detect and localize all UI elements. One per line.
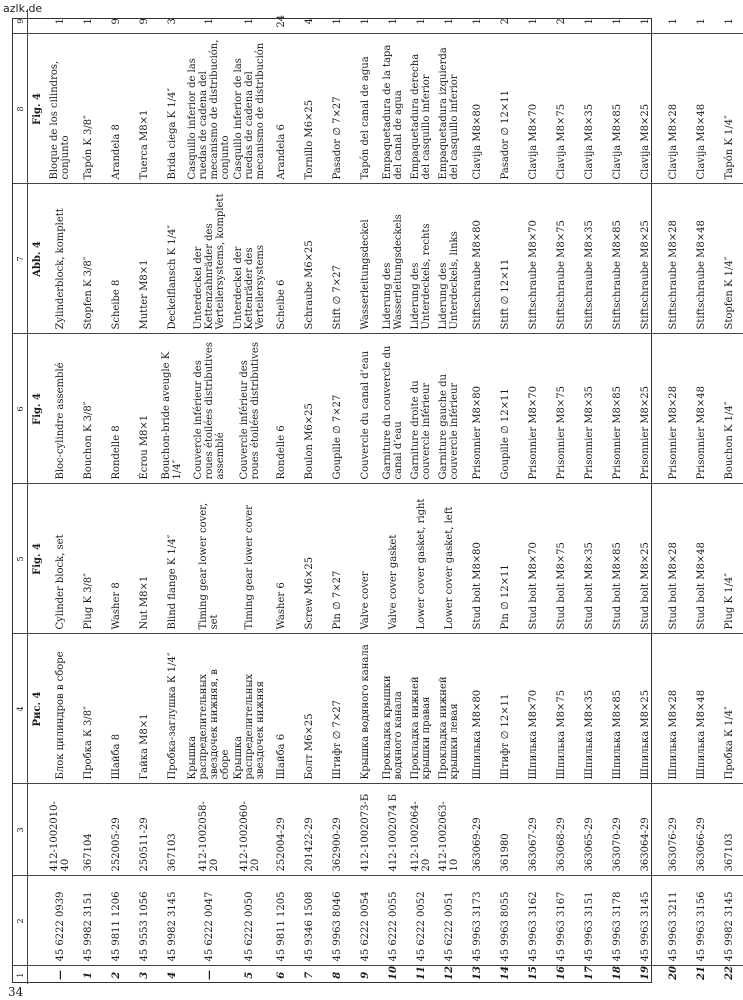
column-number-row [13,9,28,984]
part-number-cell: 201422-29 [295,784,323,876]
name-es-cell: Arandela 6 [267,34,295,184]
name-ru-cell: Прокладка нижней крышки левая [435,634,463,784]
name-en-cell: Valve cover gasket [379,484,407,634]
catalog-code-cell: 45 9963 3156 [687,876,715,966]
table-row [102,9,130,984]
name-en-cell: Stud bolt M8×85 [603,484,631,634]
name-es-cell: Clavija M8×85 [603,34,631,184]
name-de-cell: Stiftschraube M8×28 [659,184,687,334]
name-de-cell: Stopfen K 1/4″ [715,184,743,334]
catalog-code-cell: 45 9346 1508 [295,876,323,966]
parts-table [13,9,743,984]
position-cell: 15 [519,966,547,984]
column-number: 5 [13,484,28,634]
name-es-cell: Tapón K 3/8″ [74,34,102,184]
quantity-cell: 1 [415,18,427,25]
part-number-cell: 363069-29 [463,784,491,876]
name-en-cell: Stud bolt M8×28 [659,484,687,634]
catalog-code-cell: 45 6222 0054 [351,876,379,966]
catalog-code-cell: 45 9963 8046 [323,876,351,966]
catalog-code-cell: 45 6222 0055 [379,876,407,966]
table-row [715,9,743,984]
part-number-cell: 363070-29 [603,784,631,876]
column-number: 7 [13,184,28,334]
position-cell: 21 [687,966,715,984]
position-cell: 3 [130,966,158,984]
name-fr-cell: Prisonnier M8×70 [519,334,547,484]
catalog-code-cell: 45 9963 3178 [603,876,631,966]
figure-header-en: Fig. 4 [28,484,47,634]
part-number-cell: 412-1002073-Б [351,784,379,876]
position-cell: 19 [631,966,659,984]
part-number-cell: 363067-29 [519,784,547,876]
catalog-code-cell: 45 9963 3173 [463,876,491,966]
name-de-cell: Mutter M8×1 [130,184,158,334]
catalog-code-cell: 45 9553 1056 [130,876,158,966]
catalog-code-cell: 45 9811 1206 [102,876,130,966]
name-de-cell: Stift ∅ 12×11 [491,184,519,334]
quantity-cell: 1 [331,18,343,25]
name-de-cell: Stiftschraube M8×85 [603,184,631,334]
name-ru-cell: Шпилька М8×75 [547,634,575,784]
catalog-code-cell: 45 9963 8055 [491,876,519,966]
name-ru-cell: Шпилька М8×28 [659,634,687,784]
name-en-cell: Stud bolt M8×35 [575,484,603,634]
name-de-cell: Deckelflansch K 1/4″ [158,184,186,334]
column-number: 6 [13,334,28,484]
table-row [407,9,435,984]
table-row [687,9,715,984]
name-de-cell: Liderung des Unterdeckels, rechts [407,184,435,334]
figure-header-de: Abb. 4 [28,184,47,334]
position-cell: 10 [379,966,407,984]
name-es-cell: Arandela 8 [102,34,130,184]
name-fr-cell: Couvercle du canal d’eau [351,334,379,484]
column-number: 1 [13,966,28,984]
figure-header-es: Fig. 4 [28,34,47,184]
position-cell: 4 [158,966,186,984]
position-cell: 17 [575,966,603,984]
name-es-cell: Pasador ∅ 7×27 [323,34,351,184]
name-en-cell: Stud bolt M8×70 [519,484,547,634]
table-row [603,9,631,984]
name-de-cell: Stiftschraube M8×25 [631,184,659,334]
name-es-cell: Pasador ∅ 12×11 [491,34,519,184]
name-ru-cell: Пробка-заглушка К 1/4″ [158,634,186,784]
catalog-code-cell: 45 6222 0939 [46,876,74,966]
name-es-cell: Empaquetadura de la tapa del canal de agua [379,34,407,184]
table-row [130,9,158,984]
name-de-cell: Scheibe 6 [267,184,295,334]
part-number-cell: 363064-29 [631,784,659,876]
name-fr-cell: Prisonnier M8×25 [631,334,659,484]
name-de-cell: Schraube M6×25 [295,184,323,334]
catalog-code-cell: 45 9963 3211 [659,876,687,966]
name-ru-cell: Крышка водяного канала [351,634,379,784]
name-fr-cell: Garniture gauche du couvercle inférieur [435,334,463,484]
name-en-cell: Plug K 3/8″ [74,484,102,634]
name-ru-cell: Шайба 6 [267,634,295,784]
quantity-cell: 2 [555,18,567,25]
name-de-cell: Wasserleitungsdeckel [351,184,379,334]
figure-header-row [28,9,47,984]
name-fr-cell: Bouchon K 3/8″ [74,334,102,484]
name-en-cell: Washer 8 [102,484,130,634]
table-row [351,9,379,984]
name-de-cell: Stiftschraube M8×48 [687,184,715,334]
part-number-cell: 367104 [74,784,102,876]
position-cell: 13 [463,966,491,984]
name-es-cell: Brida ciega K 1/4″ [158,34,186,184]
name-de-cell: Liderung des Unterdeckels, links [435,184,463,334]
name-ru-cell: Прокладка нижней крышки правая [407,634,435,784]
name-fr-cell: Goupille ∅ 7×27 [323,334,351,484]
part-number-cell: 362900-29 [323,784,351,876]
name-ru-cell: Шпилька М8×35 [575,634,603,784]
catalog-code-cell: 45 6222 0052 [407,876,435,966]
name-es-cell: Tapón K 1/4″ [715,34,743,184]
table-row [158,9,186,984]
watermark: azlk.de [3,2,43,15]
position-cell: 16 [547,966,575,984]
quantity-cell: 1 [667,18,679,25]
name-de-cell: Unterdeckel der Kettenzahnräder des Verteilersystems, komplett [186,184,232,334]
position-cell: 5 [232,966,267,984]
name-es-cell: Empaquetadura izquierda del casquillo inferior [435,34,463,184]
name-de-cell: Unterdeckel der Kettenräder des Verteilersystems [232,184,267,334]
name-en-cell: Pin ∅ 12×11 [491,484,519,634]
table-row [575,9,603,984]
quantity-cell: 1 [723,18,735,25]
table-row [547,9,575,984]
quantity-cell: 1 [611,18,623,25]
figure-header-fr: Fig. 4 [28,334,47,484]
name-ru-cell: Шайба 8 [102,634,130,784]
catalog-code-cell: 45 9963 3151 [575,876,603,966]
position-cell: 8 [323,966,351,984]
part-number-cell: 412-1002063-10 [435,784,463,876]
name-en-cell: Timing gear lower cover [232,484,267,634]
catalog-code-cell: 45 6222 0051 [435,876,463,966]
table-row [659,9,687,984]
column-number: 4 [13,634,28,784]
catalog-code-cell: 45 9982 3151 [74,876,102,966]
catalog-code-cell: 45 9811 1205 [267,876,295,966]
name-de-cell: Stiftschraube M8×75 [547,184,575,334]
name-en-cell: Cylinder block, set [46,484,74,634]
part-number-cell: 363076-29 [659,784,687,876]
name-en-cell: Timing gear lower cover, set [186,484,232,634]
quantity-cell: 1 [54,18,66,25]
name-es-cell: Clavija M8×25 [631,34,659,184]
part-number-cell: 412-1002060-20 [232,784,267,876]
name-ru-cell: Гайка М8×1 [130,634,158,784]
name-ru-cell: Шпилька М8×70 [519,634,547,784]
name-en-cell: Pin ∅ 7×27 [323,484,351,634]
table-row [323,9,351,984]
name-ru-cell: Шпилька М8×48 [687,634,715,784]
part-number-cell: 250511-29 [130,784,158,876]
name-en-cell: Screw M6×25 [295,484,323,634]
quantity-cell: 3 [166,18,178,25]
name-en-cell: Lower cover gasket, left [435,484,463,634]
part-number-cell: 252005-29 [102,784,130,876]
name-ru-cell: Штифт ∅ 7×27 [323,634,351,784]
name-es-cell: Clavija M8×28 [659,34,687,184]
page-number: 34 [8,985,24,999]
part-number-cell: 412-1002058-20 [186,784,232,876]
name-fr-cell: Couvercle inférieur des roues étoilées distributives [232,334,267,484]
quantity-cell: 1 [471,18,483,25]
name-de-cell: Stopfen K 3/8″ [74,184,102,334]
name-fr-cell: Boulon M6×25 [295,334,323,484]
name-fr-cell: Bouchon-bride aveugle K 1/4″ [158,334,186,484]
position-cell: — [46,966,74,984]
table-row [435,9,463,984]
quantity-cell: 9 [110,18,122,25]
name-fr-cell: Écrou M8×1 [130,334,158,484]
name-en-cell: Washer 6 [267,484,295,634]
position-cell: 12 [435,966,463,984]
part-number-cell: 363065-29 [575,784,603,876]
name-ru-cell: Крышка распределительных звездочек нижняя [232,634,267,784]
quantity-cell: 1 [387,18,399,25]
name-ru-cell: Шпилька М8×80 [463,634,491,784]
name-fr-cell: Bloc-cylindre assemblé [46,334,74,484]
quantity-cell: 1 [203,18,215,25]
name-fr-cell: Prisonnier M8×48 [687,334,715,484]
quantity-cell: 1 [244,18,255,25]
position-cell: — [186,966,232,984]
name-fr-cell: Prisonnier M8×80 [463,334,491,484]
position-cell: 6 [267,966,295,984]
part-number-cell: 412-1002074 Б [379,784,407,876]
parts-table-frame [12,14,735,983]
name-en-cell: Stud bolt M8×48 [687,484,715,634]
catalog-code-cell: 45 9963 3162 [519,876,547,966]
name-en-cell: Nut M8×1 [130,484,158,634]
name-de-cell: Scheibe 8 [102,184,130,334]
table-row [519,9,547,984]
part-number-cell: 363066-29 [687,784,715,876]
position-cell: 9 [351,966,379,984]
name-de-cell: Liderung des Wasserleitungsdeckels [379,184,407,334]
column-number: 3 [13,784,28,876]
catalog-code-cell: 45 9982 3145 [715,876,743,966]
name-fr-cell: Garniture droite du couvercle inférieur [407,334,435,484]
name-fr-cell: Garniture du couvercle du canal d’eau [379,334,407,484]
part-number-cell: 363068-29 [547,784,575,876]
name-en-cell: Blind flange K 1/4″ [158,484,186,634]
rotated-parts-table [13,14,735,984]
catalog-code-cell: 45 9963 3167 [547,876,575,966]
part-number-cell: 252004-29 [267,784,295,876]
catalog-code-cell: 45 6222 0050 [232,876,267,966]
name-fr-cell: Prisonnier M8×35 [575,334,603,484]
name-ru-cell: Шпилька М8×85 [603,634,631,784]
name-fr-cell: Couvercle inférieur des roues étoilées distributives assemblé [186,334,232,484]
quantity-cell: 1 [359,18,371,25]
position-cell: 22 [715,966,743,984]
table-row [232,9,267,984]
figure-header-ru: Рис. 4 [28,634,47,784]
name-ru-cell: Пробка К 3/8″ [74,634,102,784]
catalog-code-cell: 45 6222 0047 [186,876,232,966]
name-fr-cell: Rondelle 8 [102,334,130,484]
table-row [379,9,407,984]
name-ru-cell: Шпилька М8×25 [631,634,659,784]
column-number: 8 [13,34,28,184]
position-cell: 14 [491,966,519,984]
quantity-cell: 1 [695,18,707,25]
quantity-cell: 4 [303,18,315,25]
table-row [46,9,74,984]
name-en-cell: Stud bolt M8×80 [463,484,491,634]
quantity-cell: 1 [82,18,94,25]
quantity-cell: 24 [275,14,287,28]
name-en-cell: Lower cover gasket, right [407,484,435,634]
name-ru-cell: Блок цилиндров в сборе [46,634,74,784]
table-row [463,9,491,984]
name-de-cell: Stift ∅ 7×27 [323,184,351,334]
part-number-cell: 412-1002064-20 [407,784,435,876]
position-cell: 18 [603,966,631,984]
name-fr-cell: Prisonnier M8×28 [659,334,687,484]
position-cell: 11 [407,966,435,984]
name-de-cell: Stiftschraube M8×80 [463,184,491,334]
quantity-cell: 2 [499,18,511,25]
name-es-cell: Tornillo M6×25 [295,34,323,184]
table-row [295,9,323,984]
quantity-cell: 1 [639,18,651,25]
name-es-cell: Tuerca M8×1 [130,34,158,184]
name-es-cell: Clavija M8×80 [463,34,491,184]
part-number-cell: 412-1002010-40 [46,784,74,876]
name-es-cell: Bloque de los cilindros, conjunto [46,34,74,184]
name-es-cell: Tapón del canal de agua [351,34,379,184]
position-cell: 7 [295,966,323,984]
table-row [267,9,295,984]
name-en-cell: Plug K 1/4″ [715,484,743,634]
name-ru-cell: Крышка распределительных звездочек нижняя, в сборе [186,634,232,784]
name-es-cell: Clavija M8×48 [687,34,715,184]
name-es-cell: Clavija M8×75 [547,34,575,184]
quantity-cell: 1 [527,18,539,25]
catalog-code-cell: 45 9982 3145 [158,876,186,966]
name-en-cell: Valve cover [351,484,379,634]
column-number: 2 [13,876,28,966]
catalog-code-cell: 45 9963 3145 [631,876,659,966]
position-cell: 1 [74,966,102,984]
name-ru-cell: Болт М6×25 [295,634,323,784]
quantity-cell: 9 [138,18,150,25]
name-ru-cell: Штифт ∅ 12×11 [491,634,519,784]
parts-table-body [46,9,743,984]
name-ru-cell: Пробка К 1/4″ [715,634,743,784]
quantity-cell: 1 [583,18,595,25]
name-fr-cell: Prisonnier M8×85 [603,334,631,484]
part-number-cell: 367103 [158,784,186,876]
name-en-cell: Stud bolt M8×75 [547,484,575,634]
position-cell: 2 [102,966,130,984]
position-cell: 20 [659,966,687,984]
column-number: 9 [13,9,28,34]
part-number-cell: 361980 [491,784,519,876]
name-es-cell: Empaquetadura derecha del casquillo inferior [407,34,435,184]
table-row [186,9,232,984]
name-de-cell: Stiftschraube M8×70 [519,184,547,334]
name-es-cell: Casquillo inferior de las ruedas de cadena del mecanismo de distribución [232,34,267,184]
table-row [74,9,102,984]
name-fr-cell: Goupille ∅ 12×11 [491,334,519,484]
name-es-cell: Casquillo inferior de las ruedas de cadena del mecanismo de distribución, conjunto [186,34,232,184]
name-fr-cell: Bouchon K 1/4″ [715,334,743,484]
name-es-cell: Clavija M8×35 [575,34,603,184]
name-de-cell: Zylinderblock, komplett [46,184,74,334]
name-fr-cell: Prisonnier M8×75 [547,334,575,484]
name-ru-cell: Прокладка крышки водяного канала [379,634,407,784]
name-de-cell: Stiftschraube M8×35 [575,184,603,334]
name-en-cell: Stud bolt M8×25 [631,484,659,634]
name-fr-cell: Rondelle 6 [267,334,295,484]
part-number-cell: 367103 [715,784,743,876]
table-row [631,9,659,984]
name-es-cell: Clavija M8×70 [519,34,547,184]
quantity-cell: 1 [443,18,455,25]
table-row [491,9,519,984]
